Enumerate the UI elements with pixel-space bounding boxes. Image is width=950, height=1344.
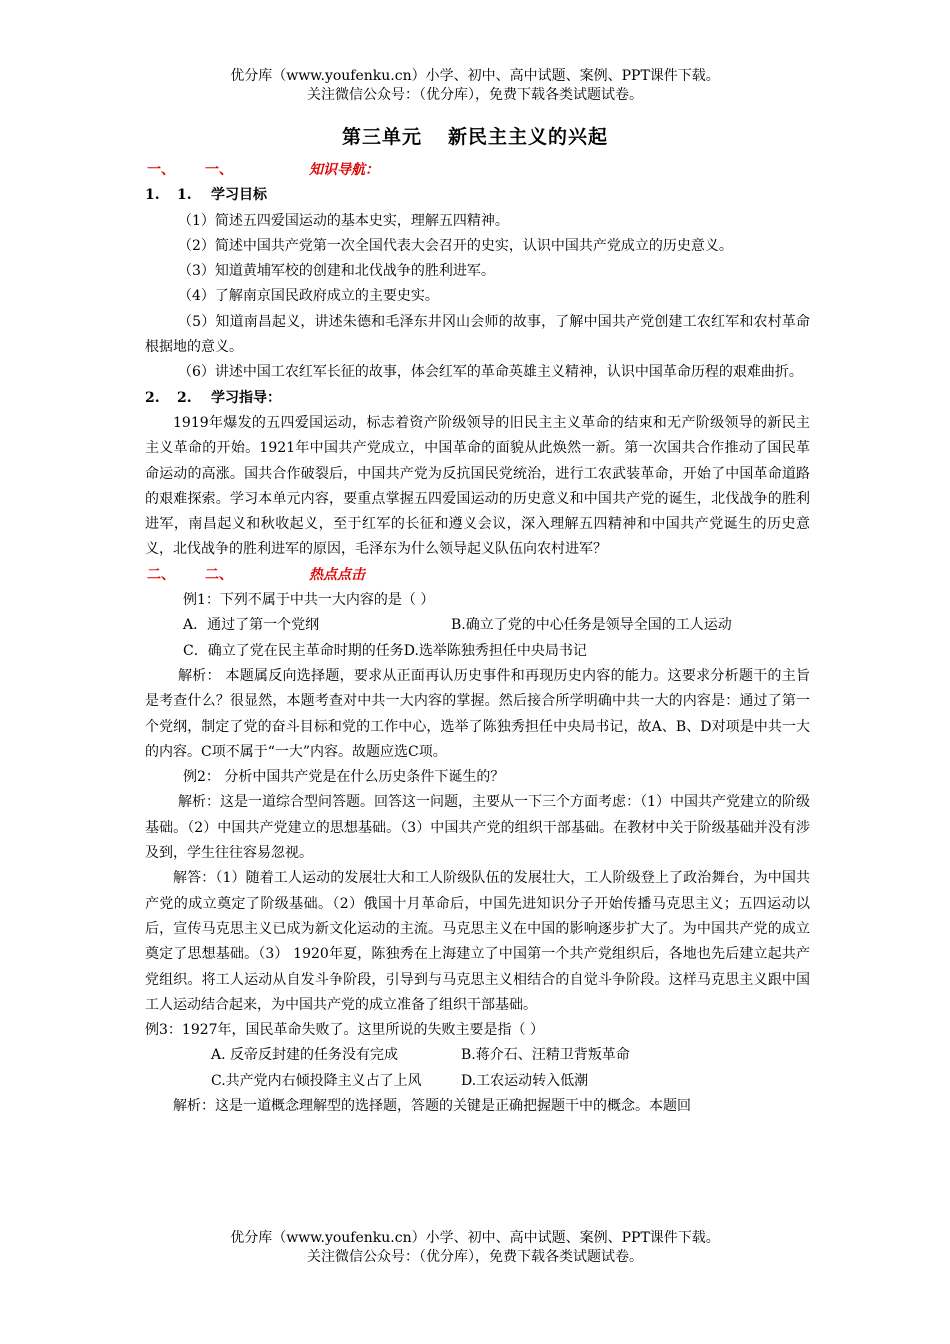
goal-item: （5）知道南昌起义，讲述朱德和毛泽东井冈山会师的故事，了解中国共产党创建工农红军和农村革命根据地的意义。 <box>145 313 810 356</box>
option-d: D.选举陈独秀担任中央局书记 <box>403 642 587 659</box>
guide-paragraph: 1919年爆发的五四爱国运动，标志着资产阶级领导的旧民主主义革命的结束和无产阶级领导的新民主主义革命的开始。1921年中国共产党成立，中国革命的面貌从此焕然一新。第一次国共合作推动了国民革命运动的高涨。国共合作破裂后，中国共产党为反抗国民党统治，进行工农武装革命，开始了中国革命道路的艰难探索。学习本单元内容，要重点掌握五四爱国运动的历史意义和中国共产党的诞生，北伐战争的胜利进军，南昌起义和秋收起义，至于红军的长征和遵义会议，深入理解五四精神和中国共产党诞生的历史意义，北伐战争的胜利进军的原因，毛泽东为什么领导起义队伍向农村进军？ <box>145 414 810 558</box>
option-b: B.确立了党的中心任务是领导全国的工人运动 <box>451 617 732 634</box>
example-3-question: 例3：1927年，国民革命失败了。这里所说的失败主要是指（ ） <box>145 1022 544 1039</box>
example-2-answer: 解答：（1）随着工人运动的发展壮大和工人阶级队伍的发展壮大，工人阶级登上了政治舞台，为中国共产党的成立奠定了阶级基础。（2）俄国十月革命后，中国先进知识分子开始传播马克思主义；五四运动以后，宣传马克思主义已成为新文化运动的主流。马克思主义在中国的影响逐步扩大了。为中国共产党的成立奠定了思想基础。（3） 1920年夏，陈独秀在上海建立了中国第一个共产党组织后，各地也先后建立起共产党组织。将工人运动从自发斗争阶段，引导到与马克思主义相结合的自觉斗争阶段。这样马克思主义跟中国工人运动结合起来，为中国共产党的成立准备了组织干部基础。 <box>145 870 810 1013</box>
example-1-question: 例1：下列不属于中共一大内容的是（ ） <box>183 592 435 609</box>
goal-item: （6）讲述中国工农红军长征的故事，体会红军的革命英雄主义精神，认识中国革命历程的艰难曲折。 <box>178 364 803 381</box>
footer-line-1: 优分库（www.youfenku.cn）小学、初中、高中试题、案例、PPT课件下载。 <box>230 1230 720 1246</box>
section-heading-2: 二、 二、 热点点击 <box>147 566 365 583</box>
example-3-options-row-1 <box>145 1043 810 1068</box>
goal-item: （1）简述五四爱国运动的基本史实，理解五四精神。 <box>178 212 509 229</box>
option-c: C.共产党内右倾投降主义占了上风 <box>211 1072 422 1089</box>
example-1-options-row-2 <box>145 639 810 664</box>
subheading-guide: 2. 2. 学习指导： <box>145 389 281 406</box>
goal-item: （4）了解南京国民政府成立的主要史实。 <box>178 288 439 305</box>
option-d: D.工农运动转入低潮 <box>461 1072 589 1089</box>
example-1-analysis: 解析： 本题属反向选择题，要求从正面再认历史事件和再现历史内容的能力。这要求分析题干的主旨是考查什么？很显然，本题考查对中共一大内容的掌握。然后接合所学明确中共一大的内容是：通过了第一个党纲，制定了党的奋斗目标和党的工作中心，选举了陈独秀担任中央局书记，故A、B、D对项是中共一大的内容。C项不属于“一大”内容。故题应选C项。 <box>145 667 810 760</box>
page-header <box>0 67 950 105</box>
option-a: A．通过了第一个党纲 <box>183 617 320 634</box>
goal-item: （3）知道黄埔军校的创建和北伐战争的胜利进军。 <box>178 263 495 280</box>
footer-line-2: 关注微信公众号：（优分库），免费下载各类试题试卷。 <box>307 1249 643 1265</box>
document-title <box>0 122 950 149</box>
section-heading-1: 一、 一、 知识导航： <box>147 162 379 178</box>
example-3-options-row-2 <box>145 1069 810 1094</box>
subheading-goals: 1. 1. 学习目标 <box>145 187 267 204</box>
example-1-options-row-1 <box>145 613 810 638</box>
header-line-2: 关注微信公众号：（优分库），免费下载各类试题试卷。 <box>307 87 643 103</box>
option-c: C．确立了党在民主革命时期的任务 <box>183 642 404 659</box>
goal-item: （2）简述中国共产党第一次全国代表大会召开的史实，认识中国共产党成立的历史意义。 <box>178 237 733 254</box>
header-line-1: 优分库（www.youfenku.cn）小学、初中、高中试题、案例、PPT课件下载。 <box>230 68 720 84</box>
title-unit: 第三单元 <box>341 126 422 148</box>
example-2-question: 例2： 分析中国共产党是在什么历史条件下诞生的？ <box>183 769 505 786</box>
page-footer <box>0 1229 950 1267</box>
title-topic: 新民主主义的兴起 <box>448 126 609 148</box>
option-a: A. 反帝反封建的任务没有完成 <box>211 1047 399 1064</box>
option-b: B.蒋介石、汪精卫背叛革命 <box>461 1047 630 1064</box>
example-2-analysis: 解析：这是一道综合型问答题。回答这一问题，主要从一下三个方面考虑：（1）中国共产党建立的阶级基础。（2）中国共产党建立的思想基础。（3）中国共产党的组织干部基础。在教材中关于阶级基础并没有涉及到，学生往往容易忽视。 <box>145 794 810 862</box>
document-body <box>145 158 810 1119</box>
example-3-analysis: 解析：这是一道概念理解型的选择题，答题的关键是正确把握题干中的概念。本题回 <box>173 1097 691 1114</box>
